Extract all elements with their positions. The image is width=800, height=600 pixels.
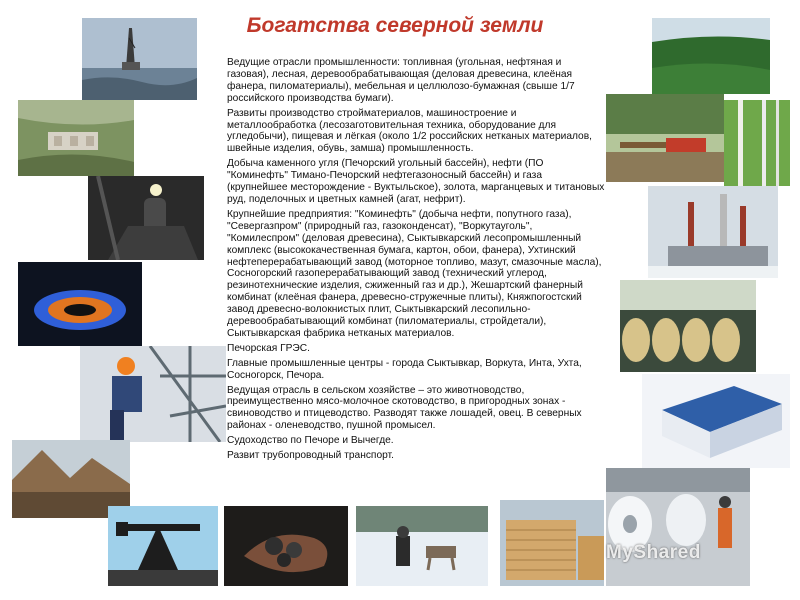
page-title: Богатства северной земли [246, 14, 544, 37]
photo-forest-aerial [652, 18, 770, 94]
body-text [227, 57, 605, 465]
photo-paper-rolls [606, 468, 750, 586]
photo-birch-forest [724, 100, 790, 186]
paragraph-industries: Ведущие отрасли промышленности: топливная (угольная, нефтяная и газовая), лесная, деревообрабатывающая (деловая древесина, клеёная фанера, пиломатериалы), мебельная и целлюлозо-бумажная (свыше 1/7 российского производства бумаги). [227, 57, 575, 104]
watermark: MyShared [606, 542, 701, 563]
photo-gas-field [18, 100, 134, 176]
paragraph-shipping: Судоходство по Печоре и Вычегде. [227, 435, 394, 447]
paragraph-power-plant: Печорская ГРЭС. [227, 342, 310, 354]
paragraph-agriculture: Ведущая отрасль в сельском хозяйстве – это животноводство, преимущественно мясо-молочное скотоводство, в пригородных зонах - свиноводство и птицеводство. Разводят также лошадей, овец. В северных районах - оленеводство, пушной промысел. [227, 384, 582, 432]
photo-paper-packs [642, 374, 790, 468]
paragraph-mining: Добыча каменного угля (Печорский угольный бассейн), нефти (ПО "Коминефть" Тимано-Печорский нефтегазоносный бассейн) и газа (крупнейшее месторождение - Вуктыльское), золота, марганцевых и титановых руд, поделочных и цветных камней (агат, нефрит). [227, 158, 605, 205]
paragraph-enterprises: Крупнейшие предприятия: "Коминефть" (добыча нефти, попутного газа), "Севергазпром" (природный газ, газоконденсат), "Воркутауголь", "Комилеспром" (деловая древесина), Сыктывкарский лесопромышленный комплекс (высококачественная бумага, картон, обои, фанера), Ухтинский нефтеперерабатывающий завод (моторное топливо, мазут, смазочные масла), Сосногорский газоперерабатывающий завод (технический углерод, резинотехнические изделия, сжиженный газ и др.), Жешартский фанерный комбинат (клеёная фанера, древесно-стружечные плиты), Княжпогостский завод древесно-волокнистых плит, Сыктывкарский лесопильно-деревообрабатывающий комбинат (пиломатериалы, стройдетали), Сыктывкарская фабрика нетканых материалов. [227, 208, 602, 339]
photo-coal-hands [224, 506, 348, 586]
photo-lumber [500, 500, 604, 586]
photo-power-plant [648, 186, 778, 278]
photo-oil-rig [82, 18, 197, 100]
photo-paper-mill [620, 280, 756, 372]
photo-coal-mine [88, 176, 204, 260]
paragraph-centers: Главные промышленные центры - города Сыктывкар, Воркута, Инта, Ухта, Сосногорск, Печора. [227, 357, 582, 381]
photo-pump-jack [108, 506, 218, 586]
photo-logging [606, 94, 724, 182]
paragraph-manufacturing: Развиты производство стройматериалов, машиностроение и металлообработка (лесозаготовительная техника, оборудование для угледобычи), пищевая и лёгкая (около 1/2 российских нетканых материалов, швейные изделия, обувь, замша) промышленность. [227, 107, 592, 155]
photo-tower-worker [80, 346, 226, 442]
photo-gas-flame [18, 262, 142, 346]
photo-reindeer [356, 506, 488, 586]
paragraph-pipelines: Развит трубопроводный транспорт. [227, 450, 394, 462]
